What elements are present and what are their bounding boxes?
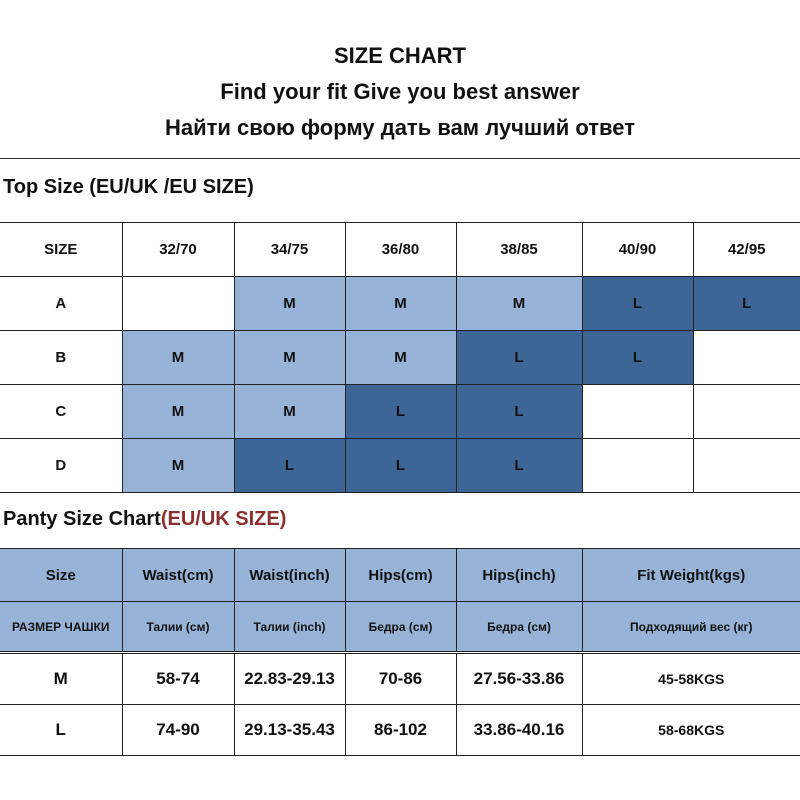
size-cell: M — [234, 277, 345, 331]
column-header: Hips(inch) — [456, 549, 582, 602]
size-cell: L — [456, 439, 582, 493]
size-cell — [693, 385, 800, 439]
size-cell: M — [345, 277, 456, 331]
size-cell: M — [122, 331, 234, 385]
size-value-cell: 33.86-40.16 — [456, 705, 582, 756]
column-header-ru: Бедра (см) — [456, 602, 582, 652]
band-size-header: 40/90 — [582, 223, 693, 277]
cup-size-label: A — [0, 277, 122, 331]
band-size-header: 32/70 — [122, 223, 234, 277]
panty-header-row-ru — [0, 602, 800, 652]
table-row — [0, 385, 800, 439]
size-cell — [582, 439, 693, 493]
table-row — [0, 439, 800, 493]
band-size-header: 42/95 — [693, 223, 800, 277]
column-header: Hips(cm) — [345, 549, 456, 602]
size-cell: M — [234, 331, 345, 385]
size-value-cell: M — [0, 654, 122, 705]
table-row — [0, 705, 800, 756]
header-divider — [0, 158, 800, 159]
size-cell: M — [234, 385, 345, 439]
size-cell: L — [582, 277, 693, 331]
size-value-cell: 58-68KGS — [582, 705, 800, 756]
size-cell: M — [122, 385, 234, 439]
column-header: Waist(cm) — [122, 549, 234, 602]
size-value-cell: 22.83-29.13 — [234, 654, 345, 705]
panty-size-table — [0, 548, 800, 756]
size-cell: M — [456, 277, 582, 331]
top-size-table — [0, 222, 800, 493]
size-value-cell: 45-58KGS — [582, 654, 800, 705]
size-cell — [693, 439, 800, 493]
column-header: Fit Weight(kgs) — [582, 549, 800, 602]
table-row — [0, 277, 800, 331]
size-value-cell: L — [0, 705, 122, 756]
column-header-ru: РАЗМЕР ЧАШКИ — [0, 602, 122, 652]
panty-size-title-main: Panty Size Chart — [3, 508, 161, 530]
size-value-cell: 74-90 — [122, 705, 234, 756]
size-cell: L — [456, 385, 582, 439]
page-title: SIZE CHART — [334, 43, 466, 68]
top-size-header-row — [0, 223, 800, 277]
column-header-ru: Талии (см) — [122, 602, 234, 652]
size-cell: M — [345, 331, 456, 385]
size-cell — [582, 385, 693, 439]
size-value-cell: 29.13-35.43 — [234, 705, 345, 756]
size-value-cell: 58-74 — [122, 654, 234, 705]
size-cell: L — [456, 331, 582, 385]
column-header: Waist(inch) — [234, 549, 345, 602]
cup-size-label: B — [0, 331, 122, 385]
band-size-header: 38/85 — [456, 223, 582, 277]
cup-size-label: C — [0, 385, 122, 439]
size-column-header: SIZE — [0, 223, 122, 277]
column-header-ru: Подходящий вес (кг) — [582, 602, 800, 652]
column-header-ru: Талии (inch) — [234, 602, 345, 652]
size-cell — [122, 277, 234, 331]
panty-size-title-accent: (EU/UK SIZE) — [160, 508, 287, 530]
band-size-header: 36/80 — [345, 223, 456, 277]
column-header-ru: Бедра (см) — [345, 602, 456, 652]
subtitle-ru: Найти свою форму дать вам лучший ответ — [164, 115, 636, 140]
size-chart-header — [0, 38, 800, 146]
size-cell — [693, 331, 800, 385]
panty-size-title — [3, 508, 286, 531]
size-cell: L — [345, 439, 456, 493]
subtitle-en: Find your fit Give you best answer — [220, 79, 580, 104]
size-cell: L — [345, 385, 456, 439]
size-value-cell: 86-102 — [345, 705, 456, 756]
cup-size-label: D — [0, 439, 122, 493]
panty-header-row — [0, 549, 800, 602]
table-row — [0, 331, 800, 385]
size-cell: L — [234, 439, 345, 493]
size-cell: M — [122, 439, 234, 493]
table-row — [0, 654, 800, 705]
size-cell: L — [582, 331, 693, 385]
size-value-cell: 70-86 — [345, 654, 456, 705]
top-size-title: Top Size (EU/UK /EU SIZE) — [3, 176, 254, 198]
band-size-header: 34/75 — [234, 223, 345, 277]
column-header: Size — [0, 549, 122, 602]
size-value-cell: 27.56-33.86 — [456, 654, 582, 705]
size-cell: L — [693, 277, 800, 331]
